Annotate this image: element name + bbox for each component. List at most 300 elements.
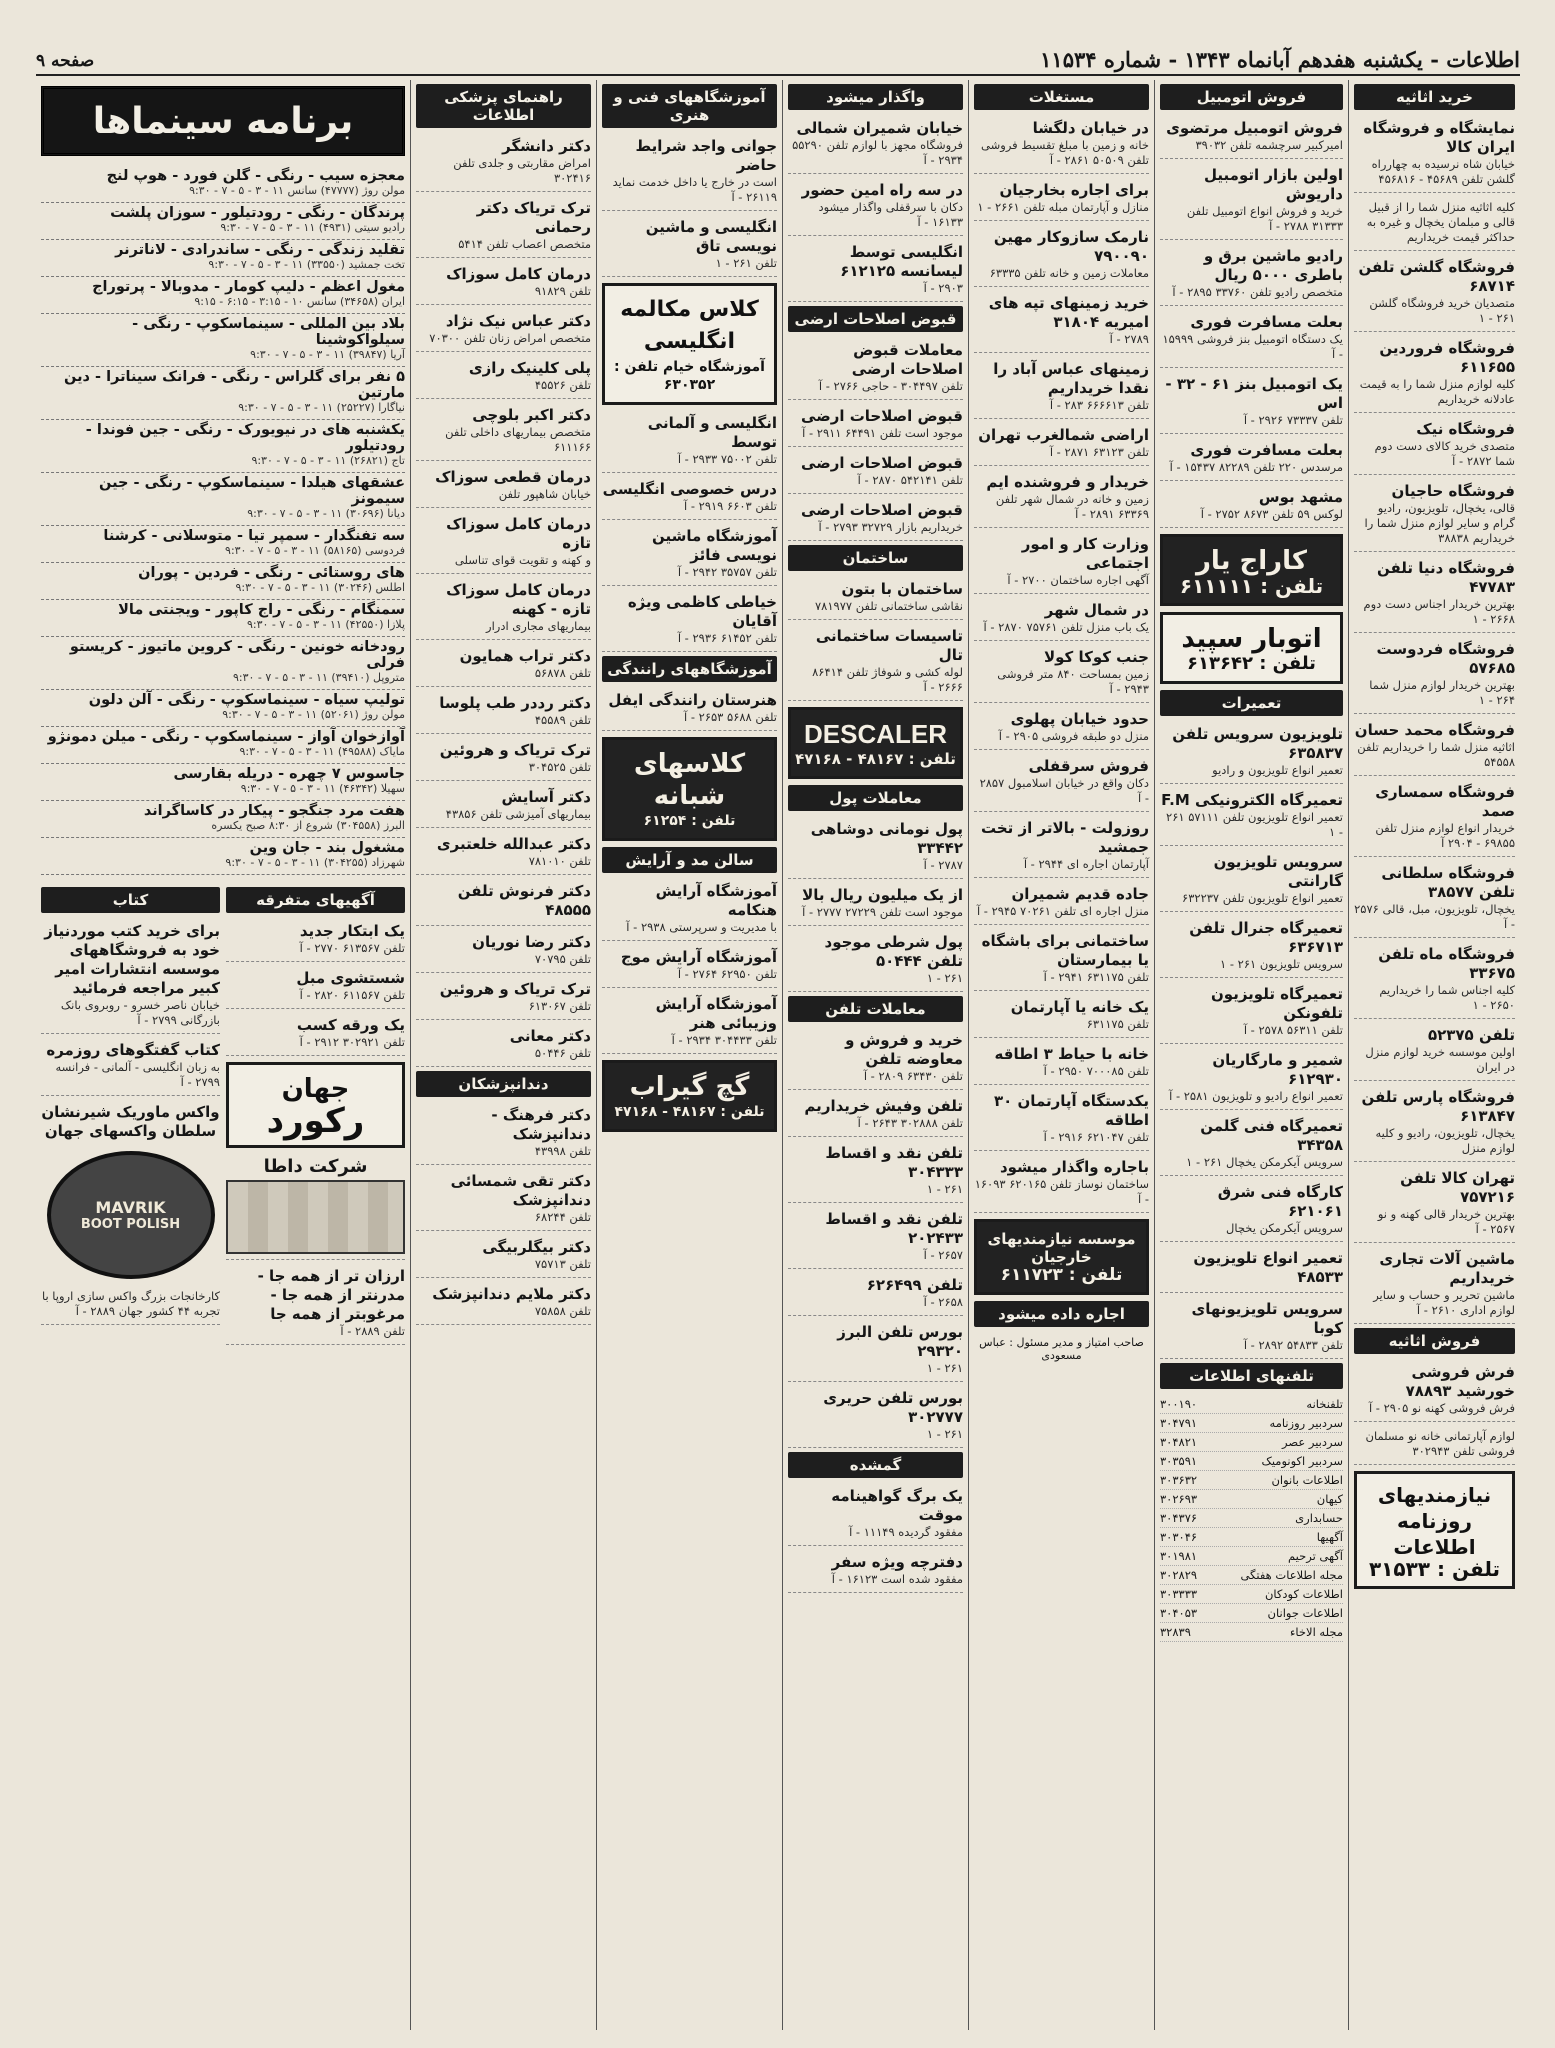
- classified-ad: [416, 1282, 591, 1325]
- classified-ad: [1354, 942, 1515, 1019]
- cheap-ad: ارزان تر از همه جا - مدرنتر از همه جا - مرغوبتر از همه جا تلفن ۲۸۸۹ - آ: [226, 1264, 405, 1345]
- masthead-right: اطلاعات - یکشنبه هفدهم آبانماه ۱۳۴۳ - شماره ۱۱۵۳۴: [1040, 47, 1520, 72]
- ad-body: تلفن ۴۳۹۹۸: [534, 1144, 591, 1158]
- ad-title: آموزشگاه آرایش هنکامه: [655, 882, 777, 919]
- box-phone: تلفن : ۶۱۱۱۱۱: [1179, 574, 1324, 598]
- classified-ad: [602, 524, 777, 586]
- classified-ad: [1354, 255, 1515, 332]
- ad-body: تلفن ۴۵۵۲۶: [534, 378, 591, 392]
- film-title: هفت مرد جنگجو - پیکار در کاساگراند: [143, 803, 405, 819]
- classified-ad: [602, 945, 777, 988]
- ad-body: تلفن ۶۱۴۵۲ ۲۹۳۶ - آ: [677, 631, 777, 645]
- cabinet-illustration: [226, 1180, 405, 1254]
- ad-body: ۲۶۵۸ - آ: [923, 1295, 963, 1309]
- section-header: فروش اتومبیل: [1160, 84, 1343, 110]
- ad-body: تلفن ۵۶۸۸ ۲۶۵۳ - آ: [684, 710, 777, 724]
- cinema-listing: [41, 727, 405, 764]
- ad-body: فروشگاه مجهز با لوازم تلفن ۵۵۲۹۰ ۲۹۳۴ - آ: [792, 138, 963, 167]
- showtimes: اطلس (۳۰۲۴۶) ۱۱ - ۳ - ۵ - ۷ - ۹:۳۰: [235, 581, 405, 594]
- section-header: تلفنهای اطلاعات: [1160, 1363, 1343, 1389]
- telephone-row: [1160, 1414, 1343, 1433]
- classified-ad: [1160, 244, 1343, 306]
- classified-ad: [788, 1094, 963, 1137]
- ad-title: بعلت مسافرت فوری: [1190, 441, 1343, 459]
- publisher-footer: صاحب امتیاز و مدیر مسئول : عباس مسعودی: [979, 1336, 1144, 1362]
- film-title: سمنگام - رنگی - راج کاپور - ویجنتی مالا: [118, 602, 405, 618]
- ad-title: دفترچه ویژه سفر: [831, 1553, 963, 1571]
- column-cinema: [36, 80, 410, 2030]
- telephone-row: [1160, 1623, 1343, 1642]
- ad-title: جاده قدیم شمیران: [1011, 885, 1149, 903]
- classified-ad: [974, 225, 1149, 287]
- tel-number: ۳۰۳۳۳۳: [1160, 1587, 1198, 1601]
- classified-ad: [41, 1038, 220, 1096]
- cinema-listing: [41, 637, 405, 690]
- classified-ad: [788, 930, 963, 992]
- cinema-listing: [41, 166, 405, 203]
- classified-ad: [416, 1169, 591, 1231]
- ad-body: ۲۷۸۷ - آ: [923, 858, 963, 872]
- classified-ad: [1354, 1085, 1515, 1162]
- showtimes: مولن روژ (۵۲۰۶۱) ۱۱ - ۳ - ۵ - ۷ - ۹:۳۰: [222, 708, 405, 721]
- misc-ads: [226, 883, 405, 1349]
- showtimes: البرز (۳۰۴۵۵۸) شروع از ۸:۳۰ صبح یکسره: [211, 819, 405, 832]
- ad-body: تلفن ۵۶۸۷۸: [534, 666, 591, 680]
- film-title: تقلید زندگی - رنگی - ساندرادی - لاناترنر: [115, 242, 405, 258]
- ad-title: تعمیر انواع تلویزیون ۴۸۵۳۳: [1193, 1249, 1343, 1286]
- film-title: های روستائی - رنگی - فردین - پوران: [138, 565, 405, 581]
- ad-title: حدود خیابان پهلوی: [1010, 710, 1149, 728]
- ad-body: زمین و خانه در شمال شهر تلفن ۶۳۳۶۹ ۲۸۹۱ - آ: [995, 492, 1149, 521]
- film-title: مغول اعظم - دلیپ کومار - مدوبالا - پرتوراج: [92, 279, 405, 295]
- tel-number: ۳۰۴۳۷۶: [1160, 1511, 1198, 1525]
- ad-body: تلفن ۶۸۲۴۴: [534, 1210, 591, 1224]
- classified-ad: [788, 178, 963, 236]
- section-header: اجاره داده میشود: [974, 1301, 1149, 1327]
- section-header: تعمیرات: [1160, 690, 1343, 716]
- ad-body: منازل و آپارتمان مبله تلفن ۲۶۶۱ - ۱: [977, 200, 1149, 214]
- ad-body: تلفن ۶۶۰۳ ۲۹۱۹ - آ: [684, 499, 777, 513]
- section-header: فروش اثاثیه: [1354, 1328, 1515, 1354]
- ad-title: پلی کلینیک رازی: [468, 359, 591, 377]
- classified-ad: [974, 645, 1149, 703]
- classified-ad: [974, 707, 1149, 750]
- classified-ad: [788, 1320, 963, 1382]
- ad-title: از یک میلیون ریال بالا: [802, 886, 963, 904]
- ad-title: فروشگاه پارس تلفن ۶۱۳۸۴۷: [1361, 1088, 1515, 1125]
- ad-body: یخچال، تلویزیون، رادیو و کلیه لوازم منزل: [1375, 1126, 1515, 1155]
- english-class-box: [602, 283, 777, 405]
- column-real-estate: [968, 80, 1154, 2030]
- classified-ad: [602, 688, 777, 731]
- ad-body: تعمیر انواع رادیو و تلویزیون ۲۵۸۱ - آ: [1169, 1089, 1343, 1103]
- ad-title: تلفن وفیش خریداریم: [804, 1097, 963, 1115]
- classified-ad: [416, 644, 591, 687]
- classified-ad: [974, 291, 1149, 353]
- ad-body: به زبان انگلیسی - آلمانی - فرانسه ۲۷۹۹ - آ: [55, 1060, 220, 1089]
- classified-ad: [416, 309, 591, 352]
- ad-body: تلفن ۳۵۷۵۷ ۲۹۴۲ - آ: [677, 565, 777, 579]
- ad-title: جوانی واجد شرایط حاضر: [635, 137, 777, 174]
- ad-body: است در خارج یا داخل خدمت نماید ۲۶۱۱۹ - آ: [612, 175, 777, 204]
- cinema-listing: [41, 838, 405, 875]
- box-phone: تلفن : ۶۱۱۷۲۳: [1000, 1265, 1123, 1285]
- classified-ad: [1160, 1297, 1343, 1359]
- telephone-row: [1160, 1395, 1343, 1414]
- box-title: کلاس مکالمه انگلیسی: [620, 297, 759, 354]
- box-title: کاراج یار: [1195, 546, 1308, 576]
- ad-body: اولین موسسه خرید لوازم منزل در ایران: [1365, 1045, 1515, 1074]
- page-number: صفحه ۹: [36, 51, 95, 71]
- ad-title: اراضی شمالغرب تهران: [978, 426, 1149, 444]
- ad-body: خریداریم بازار ۳۲۷۲۹ ۲۷۹۳ - آ: [818, 520, 963, 534]
- ad-body: تلفن ۶۲۹۵۰ ۲۷۶۴ - آ: [677, 967, 777, 981]
- cinema-listing: [41, 367, 405, 420]
- tel-label: حسابداری: [1295, 1511, 1343, 1525]
- ad-title: مشهد بوس: [1258, 488, 1343, 506]
- ad-title: جنب کوکا کولا: [1043, 648, 1149, 666]
- ad-body: تلفن ۶۶۶۶۱۳ ۲۸۳ - آ: [1049, 398, 1149, 412]
- ad-title: دکتر عبدالله خلعتبری: [436, 835, 591, 853]
- ad-body: ۲۶۱ - ۱: [926, 1182, 963, 1196]
- ad-body: خریدار انواع لوازم منزل تلفن ۶۹۸۵۵ - ۲۹۰۴ آ: [1375, 821, 1515, 850]
- section-header: معاملات پول: [788, 785, 963, 811]
- section-header: کتاب: [41, 887, 220, 913]
- ad-title: در خیابان دلگشا: [1032, 119, 1149, 137]
- cinema-listing: [41, 314, 405, 367]
- classified-ad: [416, 785, 591, 828]
- section-header: واگذار میشود: [788, 84, 963, 110]
- film-title: مشغول بند - جان وین: [249, 840, 405, 856]
- ad-body: با مدیریت و سرپرستی ۲۹۳۸ - آ: [626, 920, 777, 934]
- classified-ad: [1160, 722, 1343, 784]
- ad-body: لوکس ۵۹ تلفن ۸۶۷۳ ۲۷۵۲ - آ: [1200, 507, 1343, 521]
- ad-title: انگلیسی توسط لیسانسه ۶۱۲۱۲۵: [840, 243, 963, 280]
- cinema-listing: [41, 563, 405, 600]
- ad-title: زمینهای عباس آباد را نقدا خریداریم: [993, 360, 1149, 397]
- ad-title: دکتر تقی شمسائی دندانپزشک: [450, 1172, 591, 1209]
- ad-body: ۲۶۵۷ - آ: [923, 1248, 963, 1262]
- tel-number: ۳۰۴۷۹۱: [1160, 1416, 1198, 1430]
- ad-body: بهترین خریدار اجناس دست دوم ۲۶۶۸ - ۱: [1363, 597, 1515, 626]
- classified-ad: [416, 832, 591, 875]
- showtimes: مایاک (۴۹۵۸۸) ۱۱ - ۳ - ۵ - ۷ - ۹:۳۰: [239, 745, 405, 758]
- classified-ad: [1160, 1048, 1343, 1110]
- film-title: رودخانه خونین - رنگی - کروین ماتیوز - کریستو فرلی: [69, 639, 405, 671]
- ad-body: خیابان شاه نرسیده به چهارراه گلشن تلفن ۴۵۶۸۹ - ۴۵۶۸۱۶: [1371, 157, 1515, 186]
- ad-body: تلفن ۳۰۲۹۲۱ ۲۹۱۲ - آ: [299, 1035, 405, 1049]
- tel-label: سردبیر اکونومیک: [1261, 1454, 1343, 1468]
- ad-body: سرویس آیکرمکن یخچال: [1226, 1221, 1343, 1235]
- column-transfer: [782, 80, 968, 2030]
- ad-title: فروش سرقفلی: [1028, 757, 1149, 775]
- ad-body: قالی، یخچال، تلویزیون، رادیو گرام و سایر لوازم منزل شما را خریداریم ۳۸۸۳۸: [1364, 501, 1515, 545]
- ad-title: خیاطی کاظمی ویژه آقایان: [627, 593, 777, 630]
- ad-title: دکتر تراب همایون: [459, 647, 591, 665]
- ad-title: دکتر فرنوش تلفن ۴۸۵۵۵: [457, 882, 591, 919]
- telephone-row: [1160, 1471, 1343, 1490]
- classified-ad: [788, 624, 963, 701]
- ad-body: تلفن ۵۰۴۴۶: [534, 1046, 591, 1060]
- section-header: آگهیهای متفرقه: [226, 887, 405, 913]
- ad-body: آپارتمان اجاره ای ۲۹۴۴ - آ: [1023, 857, 1149, 871]
- classified-ad: [226, 919, 405, 962]
- ad-title: فروشگاه حاجیان: [1391, 482, 1515, 500]
- classified-ad: [416, 356, 591, 399]
- tel-label: کیهان: [1316, 1492, 1343, 1506]
- ad-title: تعمیرگاه الکترونیکی F.M: [1161, 791, 1343, 809]
- classified-ad: [788, 817, 963, 879]
- ad-title: فروشگاه فردوست ۵۷۶۸۵: [1376, 640, 1515, 677]
- tel-label: اطلاعات کودکان: [1264, 1587, 1343, 1601]
- masthead: [36, 44, 1520, 76]
- classified-ad: [416, 1024, 591, 1067]
- classified-ad: [416, 738, 591, 781]
- column-cars: [1154, 80, 1348, 2030]
- ad-body: تلفن ۶۳۱۲۳ ۲۸۷۱ - آ: [1049, 445, 1149, 459]
- ad-title: اولین بازار اتومبیل داریوش: [1204, 166, 1343, 203]
- ad-body: متصدیان خرید فروشگاه گلشن ۲۶۱ - ۱: [1369, 296, 1515, 325]
- classified-ad: [1354, 861, 1515, 938]
- ad-body: امراض مقاربتی و جلدی تلفن ۳۰۲۴۱۶: [453, 156, 591, 185]
- ad-title: درمان کامل سوزاک تازه - کهنه: [446, 581, 591, 618]
- telephone-row: [1160, 1433, 1343, 1452]
- ad-title: دکتر دانشگر: [502, 137, 591, 155]
- ad-title: خرید زمینهای تپه های امیریه ۳۱۸۰۴: [988, 294, 1149, 331]
- cinema-listing: [41, 801, 405, 838]
- ad-title: یک ورقه کسب: [296, 1016, 405, 1034]
- classified-ad: [1160, 788, 1343, 846]
- ad-body: بیماریهای مجاری ادرار: [486, 619, 591, 633]
- showtimes: متروپل (۳۹۴۱۰) ۱۱ - ۳ - ۵ - ۷ - ۹:۳۰: [232, 671, 405, 684]
- showtimes: نیاگارا (۲۵۲۲۷) ۱۱ - ۳ - ۵ - ۷ - ۹:۳۰: [238, 401, 405, 414]
- tel-number: ۳۰۱۹۸۱: [1160, 1549, 1198, 1563]
- showtimes: تخت جمشید (۳۳۵۵۰) ۱۱ - ۳ - ۵ - ۷ - ۹:۳۰: [208, 258, 405, 271]
- ad-title: پول نومانی دوشاهی ۳۳۴۴۲: [810, 820, 963, 857]
- ad-title: تعمیرگاه تلویزیون تلفونکن: [1210, 985, 1343, 1022]
- tel-label: آگهی ترحیم: [1288, 1549, 1343, 1563]
- tel-label: آگهیها: [1316, 1530, 1343, 1544]
- ad-body: تلفن ۶۱۱۵۶۷ ۲۸۲۰ - آ: [299, 988, 405, 1002]
- telephone-row: [1160, 1547, 1343, 1566]
- ad-title: فروشگاه نیک: [1416, 420, 1515, 438]
- tel-number: ۳۰۴۰۵۳: [1160, 1606, 1198, 1620]
- showtimes: شهرزاد (۳۰۴۲۵۵) ۱۱ - ۳ - ۵ - ۷ - ۹:۳۰: [225, 856, 405, 869]
- classified-ad: [416, 879, 591, 926]
- tel-number: ۳۰۲۶۹۳: [1160, 1492, 1198, 1506]
- classified-ad: [788, 1484, 963, 1546]
- ad-body: تلفن ۵۶۳۱۱ ۲۵۷۸ - آ: [1243, 1023, 1343, 1037]
- descaler-ad-box: [788, 707, 963, 779]
- classified-ad: [788, 116, 963, 174]
- ad-body: آگهی اجاره ساختمان ۲۷۰۰ - آ: [1007, 573, 1149, 587]
- ad-body: خانه و زمین با مبلغ تقسیط فروشی تلفن ۵۰۵۰۹ ۲۸۶۱ - آ: [981, 138, 1149, 167]
- ad-body: تلفن ۹۱۸۲۹: [534, 284, 591, 298]
- ad-title: شستشوی مبل: [296, 969, 405, 987]
- classified-ad: [974, 116, 1149, 174]
- datta-ad: شرکت داطا: [226, 1154, 405, 1260]
- ad-title: فرش فروشی خورشید ۷۸۸۹۳: [1405, 1363, 1515, 1400]
- classified-ad: [788, 338, 963, 400]
- ad-title: یک اتومبیل بنز ۶۱ - ۳۲ - اس: [1165, 375, 1343, 412]
- box-title: DESCALER: [803, 719, 947, 749]
- ad-title: ماشین آلات تجاری خریداریم: [1379, 1250, 1515, 1287]
- column-schools: [596, 80, 782, 2030]
- ad-title: باجاره واگذار میشود: [999, 1158, 1149, 1176]
- ad-title: آموزشگاه آرایش موج: [620, 948, 777, 966]
- classified-ad: [974, 598, 1149, 641]
- polish-tin-icon: MAVRIK BOOT POLISH: [47, 1151, 215, 1279]
- ad-body: تلفن ۶۳۱۱۷۵ ۲۹۴۱ - آ: [1043, 970, 1149, 984]
- ad-body: ۲۶۱ - ۱: [926, 1361, 963, 1375]
- showtimes: سهیلا (۴۶۳۴۲) ۱۱ - ۳ - ۵ - ۷ - ۹:۳۰: [240, 782, 405, 795]
- classified-ad: [788, 498, 963, 541]
- showtimes: آریا (۳۹۸۴۷) ۱۱ - ۳ - ۵ - ۷ - ۹:۳۰: [250, 348, 405, 361]
- film-title: سه تفنگدار - سمپر تیا - متوسلانی - کرشنا: [103, 528, 405, 544]
- ad-body: ۲۹۰۳ - آ: [923, 281, 963, 295]
- classified-ad: [1354, 479, 1515, 552]
- ad-title: تهران کالا تلفن ۷۵۷۲۱۶: [1400, 1169, 1515, 1206]
- classified-ad: [1160, 372, 1343, 434]
- ad-title: یک برگ گواهینامه موقت: [831, 1487, 963, 1524]
- ad-body: کلیه اثاثیه منزل شما را از قبیل قالی و مبلمان یخچال و غیره به حداکثر قیمت خریداریم: [1366, 200, 1515, 244]
- ad-title: قبوض اصلاحات ارضی: [801, 454, 963, 472]
- classified-ad: [974, 754, 1149, 812]
- ad-title: ساختمان با بتون: [841, 580, 963, 598]
- ad-title: بورس تلفن حریری ۳۰۲۷۷۷: [823, 1389, 963, 1426]
- classified-ad: [416, 262, 591, 305]
- ad-title: دکتر معانی: [509, 1027, 591, 1045]
- ad-title: برای اجاره بخارجیان: [999, 181, 1149, 199]
- cinema-listing: [41, 473, 405, 526]
- ad-body: تلفن ۶۱۳۰۶۷: [528, 999, 591, 1013]
- ad-body: ۲۷۸۹ - آ: [1109, 332, 1149, 346]
- classified-ad: [974, 470, 1149, 528]
- ad-title: فروشگاه سلطانی تلفن ۳۸۵۷۷: [1381, 864, 1515, 901]
- showtimes: پلازا (۴۲۵۵۰) ۱۱ - ۳ - ۵ - ۷ - ۹:۳۰: [246, 618, 405, 631]
- classified-ad: [1354, 116, 1515, 193]
- section-header: ساختمان: [788, 545, 963, 571]
- ad-title: درمان کامل سوزاک: [446, 265, 591, 283]
- ad-body: امیرکبیر سرچشمه تلفن ۳۹۰۳۲: [1195, 138, 1343, 152]
- ad-title: روزولت - بالاتر از تخت جمشید: [980, 819, 1149, 856]
- ad-title: کارگاه فنی شرق ۶۲۱۰۶۱: [1217, 1183, 1343, 1220]
- tel-number: ۳۲۸۳۹: [1160, 1625, 1191, 1639]
- film-title: تولیپ سیاه - سینماسکوپ - رنگی - آلن دلون: [88, 692, 405, 708]
- ad-body: تلفن ۳۰۴۵۲۵: [528, 760, 591, 774]
- ad-body: تعمیر انواع تلویزیون تلفن ۶۳۲۲۳۷: [1182, 891, 1343, 905]
- classified-ad: [1160, 1246, 1343, 1293]
- ad-body: تلفن ۶۱۳۵۶۷ ۲۷۷۰ - آ: [299, 941, 405, 955]
- ad-body: لوازم آپارتمانی خانه نو مسلمان فروشی تلفن ۳۰۲۹۴۳: [1365, 1429, 1515, 1458]
- classified-ad: [974, 178, 1149, 221]
- ad-title: بورس تلفن البرز ۲۹۳۲۰: [837, 1323, 963, 1360]
- classified-ad: [226, 966, 405, 1009]
- ad-title: تلفن ۵۲۳۷۵: [1427, 1026, 1515, 1044]
- ad-title: وزارت کار و امور اجتماعی: [1021, 535, 1149, 572]
- box-title: نیازمندیهای روزنامه اطلاعات: [1377, 1483, 1492, 1559]
- ad-body: منزل اجاره ای تلفن ۷۰۲۶۱ ۲۹۴۵ - آ: [976, 904, 1149, 918]
- ad-title: دکتر آسایش: [501, 788, 591, 806]
- ad-title: درمان کامل سوزاک تازه: [446, 515, 591, 552]
- film-title: بلاد بین المللی - سینماسکوپ - رنگی - سیلواکوشینا: [132, 316, 405, 348]
- classified-ad: [1354, 1166, 1515, 1243]
- classified-ad: [41, 919, 220, 1034]
- tel-number: ۳۰۰۱۹۰: [1160, 1397, 1198, 1411]
- ad-title: خانه با حیاط ۳ اطاقه: [994, 1045, 1149, 1063]
- ad-title: دکتر بیگلربیگی: [482, 1238, 591, 1256]
- tel-label: مجله اطلاعات هفتگی: [1240, 1568, 1343, 1582]
- ad-body: تلفن ۷۸۱۰۱۰: [528, 854, 591, 868]
- classified-ad: [788, 1386, 963, 1448]
- ad-title: ساختمانی برای باشگاه یا بیمارستان: [981, 932, 1149, 969]
- classified-ad: [1160, 163, 1343, 240]
- foreigners-ad-box: [974, 1219, 1149, 1295]
- classified-ad: [788, 1207, 963, 1269]
- ad-body: تلفن ۵۴۸۳۳ ۲۸۹۲ - آ: [1243, 1338, 1343, 1352]
- ad-title: آموزشگاه آرایش وزیبائی هنر: [655, 995, 777, 1032]
- box-phone: تلفن : ۶۱۲۵۴: [643, 813, 736, 829]
- ad-title: نمایشگاه و فروشگاه ایران کالا: [1363, 119, 1515, 156]
- ad-title: یکدستگاه آپارتمان ۳۰ اطاقه: [993, 1092, 1149, 1129]
- tel-label: سردبیر عصر: [1282, 1435, 1343, 1449]
- ad-body: موجود است تلفن ۶۴۴۹۱ ۲۹۱۱ - آ: [802, 426, 963, 440]
- cinema-banner: برنامه سینماها: [41, 86, 405, 156]
- classified-ad: [416, 134, 591, 192]
- classified-ad: [1160, 850, 1343, 912]
- classified-ad: [788, 1141, 963, 1203]
- ad-title: دکتر عباس نیک نژاد: [445, 312, 591, 330]
- classified-ad: [974, 816, 1149, 878]
- ad-title: قبوض اصلاحات ارضی: [801, 407, 963, 425]
- columns: [36, 80, 1520, 2030]
- classified-ad: [416, 512, 591, 574]
- classified-ad: [1354, 718, 1515, 776]
- ad-title: معاملات قبوض اصلاحات ارضی: [851, 341, 963, 378]
- classified-ad: [416, 930, 591, 973]
- classified-ad: [1160, 310, 1343, 368]
- ad-body: مفقود شده است ۱۶۱۲۳ - آ: [831, 1572, 963, 1586]
- ad-body: تلفن ۵۴۲۱۴۱ ۲۸۷۰ - آ: [857, 473, 963, 487]
- classified-ad: [1160, 485, 1343, 528]
- ad-title: تلفن نقد و اقساط ۲۰۲۴۳۳: [825, 1210, 963, 1247]
- ad-body: تلفن ۳۰۴۴۹۷ - حاجی ۲۷۶۶ - آ: [818, 379, 963, 393]
- cinema-listing: [41, 277, 405, 314]
- classified-ad: [974, 532, 1149, 594]
- box-phone: تلفن : ۳۱۵۳۳: [1368, 1557, 1501, 1581]
- box-title: گچ گیراب: [629, 1072, 750, 1102]
- classified-ad: [602, 134, 777, 211]
- classified-ad: [226, 1013, 405, 1056]
- classified-ad: [416, 403, 591, 461]
- section-header: سالن مد و آرایش: [602, 847, 777, 873]
- classified-ad: [1354, 417, 1515, 475]
- section-header: دندانپزشکان: [416, 1071, 591, 1097]
- film-title: یکشنبه های در نیویورک - رنگی - جین فوندا - رودتیلور: [85, 422, 405, 454]
- section-header: راهنمای پزشکی اطلاعات: [416, 84, 591, 128]
- ad-body: نقاشی ساختمانی تلفن ۷۸۱۹۷۷: [814, 599, 963, 613]
- ad-body: بهترین خریدار قالی کهنه و نو ۲۵۶۷ - آ: [1377, 1207, 1515, 1236]
- ad-body: متخصص امراض زنان تلفن ۷۰۳۰۰: [429, 331, 591, 345]
- box-title: اتوبار سپید: [1181, 624, 1322, 654]
- wax-ad: واکس ماوریک شیرنشان سلطان واکسهای جهان MAVRIK BOOT POLISH کارخانجات بزرگ واکس سازی اروپا با تجربه ۴۴ کشور جهان ۲۸۸۹ - آ: [41, 1100, 220, 1325]
- tel-number: ۳۰۳۰۴۶: [1160, 1530, 1198, 1544]
- ad-body: ساختمان نوساز تلفن ۶۲۰۱۶۵ ۱۶۰۹۳ - آ: [974, 1177, 1149, 1206]
- classified-ad: [788, 1273, 963, 1316]
- lower-ads: [41, 883, 405, 1349]
- ad-body: سرویس آیکرمکن یخچال ۲۶۱ - ۱: [1186, 1155, 1343, 1169]
- classified-ad: [602, 477, 777, 520]
